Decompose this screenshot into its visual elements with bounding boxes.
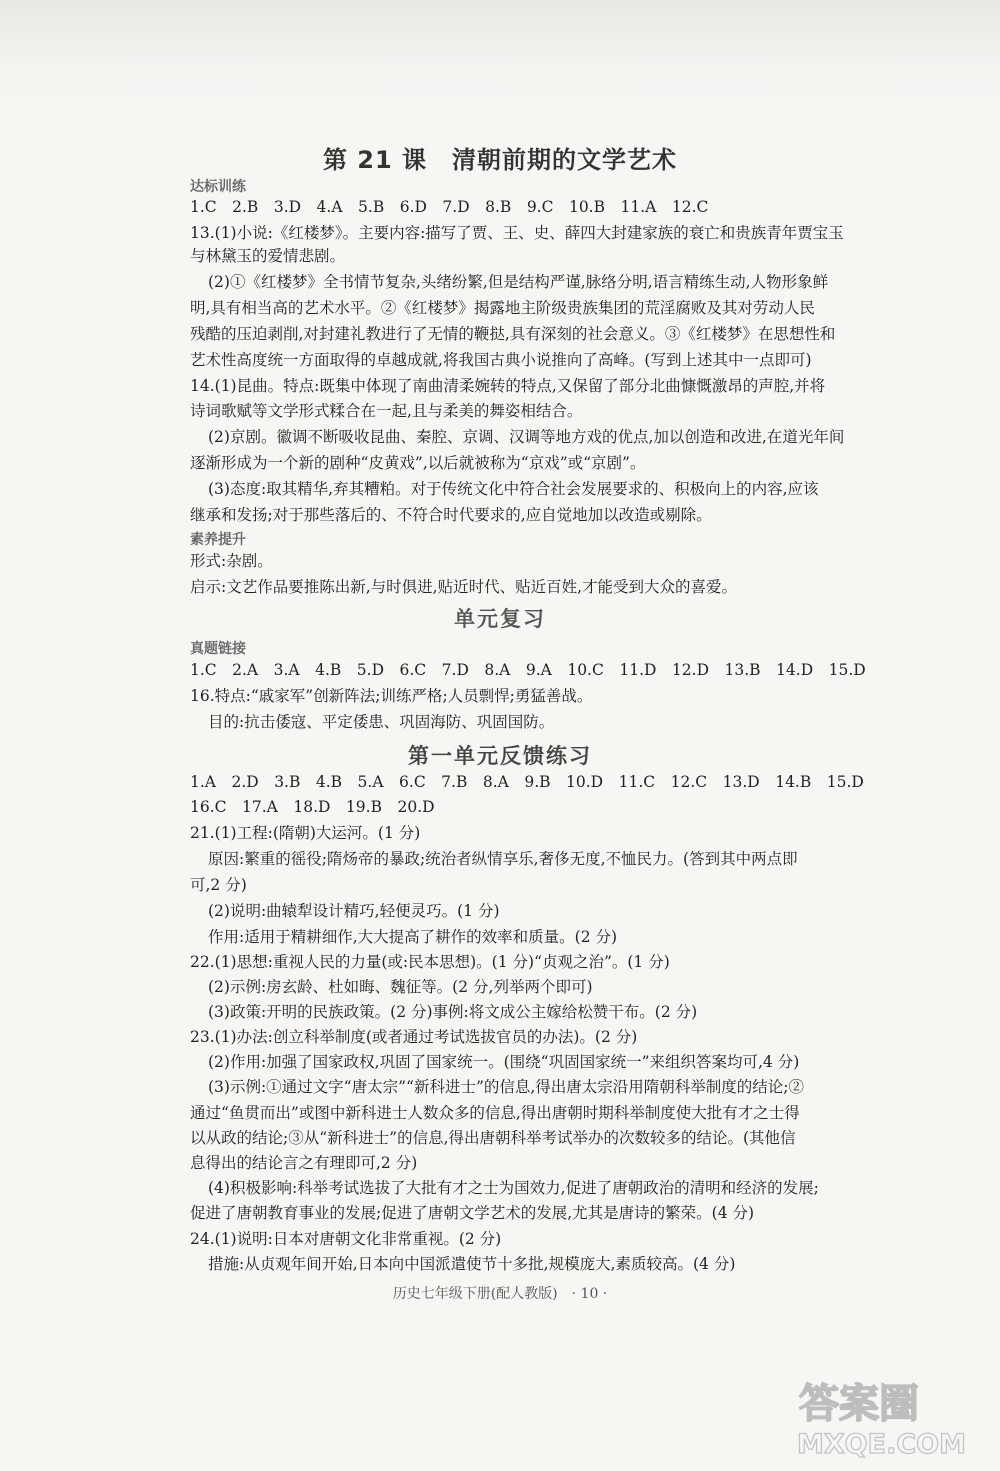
answer-line: 息得出的结论言之有理即可,2 分) [190,1154,418,1172]
unit-review-title: 单元复习 [454,607,546,631]
answer-line: 16.C 17.A 18.D 19.B 20.D [190,798,435,816]
answer-line: 残酷的压迫剥削,对封建礼教进行了无情的鞭挞,具有深刻的社会意义。③《红楼梦》在思想性和 [190,325,836,343]
answer-line: (3)示例:①通过文字“唐太宗”“新科进士”的信息,得出唐太宗沿用隋朝科举制度的结论;② [208,1078,805,1096]
answer-line: 与林黛玉的爱情悲剧。 [190,247,346,265]
lesson-title: 第 21 课 清朝前期的文学艺术 [322,146,678,174]
answer-line: 21.(1)工程:(隋朝)大运河。(1 分) [190,824,421,842]
answer-line: 继承和发扬;对于那些落后的、不符合时代要求的,应自觉地加以改造或剔除。 [190,506,712,524]
answer-line: (2)京剧。徽调不断吸收昆曲、秦腔、京调、汉调等地方戏的优点,加以创造和改进,在道光年间 [208,428,845,446]
section-label-suyang: 素养提升 [190,532,246,548]
answer-line: (3)态度:取其精华,弃其糟粕。对于传统文化中符合社会发展要求的、积极向上的内容,应该 [208,480,819,498]
svg-text:答案圈: 答案圈 [799,1381,919,1427]
answer-line: 艺术性高度统一方面取得的卓越成就,将我国古典小说推向了高峰。(写到上述其中一点即可) [190,351,812,369]
answer-line: (2)①《红楼梦》全书情节复杂,头绪纷繁,但是结构严谨,脉络分明,语言精练生动,人物形象鲜 [208,273,829,291]
unit-feedback-title: 第一单元反馈练习 [408,744,592,768]
answer-line: (2)说明:曲辕犁设计精巧,轻便灵巧。(1 分) [208,902,500,920]
answer-line: 以从政的结论;③从“新科进士”的信息,得出唐朝科举考试举办的次数较多的结论。(其他信 [190,1129,796,1147]
page-footer: 历史七年级下册(配人教版) · 10 · [392,1286,608,1302]
section-label-dabiao: 达标训练 [190,179,246,195]
answer-line: 逐渐形成为一个新的剧种“皮黄戏”,以后就被称为“京戏”或“京剧”。 [190,454,646,472]
answer-line: 诗词歌赋等文学形式糅合在一起,且与柔美的舞姿相结合。 [190,402,583,420]
section-label-zhenti: 真题链接 [190,641,246,657]
answer-line: 16.特点:“戚家军”创新阵法;训练严格;人员剽悍;勇猛善战。 [190,687,593,705]
answer-line: (3)政策:开明的民族政策。(2 分)事例:将文成公主嫁给松赞干布。(2 分) [208,1003,698,1021]
answer-line: 目的:抗击倭寇、平定倭患、巩固海防、巩固国防。 [208,713,555,731]
svg-text:MXQE.COM: MXQE.COM [797,1429,966,1459]
answer-line: 22.(1)思想:重视人民的力量(或:民本思想)。(1 分)“贞观之治”。(1 分) [190,953,670,971]
answer-line: 1.C 2.B 3.D 4.A 5.B 6.D 7.D 8.B 9.C 10.B 11.A 12.C [190,198,709,216]
answer-line: 1.C 2.A 3.A 4.B 5.D 6.C 7.D 8.A 9.A 10.C 11.D 12.D 13.B 14.D 15.D [190,661,866,679]
answer-line: 23.(1)办法:创立科举制度(或者通过考试选拔官员的办法)。(2 分) [190,1028,638,1046]
answer-line: (2)作用:加强了国家政权,巩固了国家统一。(围绕“巩固国家统一”来组织答案均可,4 分) [208,1053,800,1071]
answer-line: 作用:适用于精耕细作,大大提高了耕作的效率和质量。(2 分) [208,928,618,946]
watermark-logo [793,1369,988,1459]
answer-line: 措施:从贞观年间开始,日本向中国派遣使节十多批,规模庞大,素质较高。(4 分) [208,1255,736,1273]
answer-line: 通过“鱼贯而出”或图中新科进士人数众多的信息,得出唐朝时期科举制度使大批有才之士得 [190,1104,800,1122]
answer-line: 24.(1)说明:日本对唐朝文化非常重视。(2 分) [190,1230,502,1248]
answer-line: (2)示例:房玄龄、杜如晦、魏征等。(2 分,列举两个即可) [208,978,593,996]
answer-line: 原因:繁重的徭役;隋炀帝的暴政;统治者纵情享乐,奢侈无度,不恤民力。(答到其中两点即 [208,850,798,868]
answer-line: 14.(1)昆曲。特点:既集中体现了南曲清柔婉转的特点,又保留了部分北曲慷慨激昂的声腔,并将 [190,377,826,395]
answer-line: 启示:文艺作品要推陈出新,与时俱进,贴近时代、贴近百姓,才能受到大众的喜爱。 [190,578,738,596]
answer-line: 明,具有相当高的艺术水平。②《红楼梦》揭露地主阶级贵族集团的荒淫腐败及其对劳动人民 [190,299,815,317]
answer-line: 促进了唐朝教育事业的发展;促进了唐朝文学艺术的发展,尤其是唐诗的繁荣。(4 分) [190,1204,755,1222]
answer-line: 形式:杂剧。 [190,552,273,570]
answer-line: 13.(1)小说:《红楼梦》。主要内容:描写了贾、王、史、薛四大封建家族的衰亡和贵族青年贾宝玉 [190,224,844,242]
scan-top-margin [0,0,1000,110]
answer-line: 1.A 2.D 3.B 4.B 5.A 6.C 7.B 8.A 9.B 10.D 11.C 12.C 13.D 14.B 15.D [190,773,864,791]
answer-line: (4)积极影响:科举考试选拔了大批有才之士为国效力,促进了唐朝政治的清明和经济的发展; [208,1179,819,1197]
answer-line: 可,2 分) [190,876,247,894]
